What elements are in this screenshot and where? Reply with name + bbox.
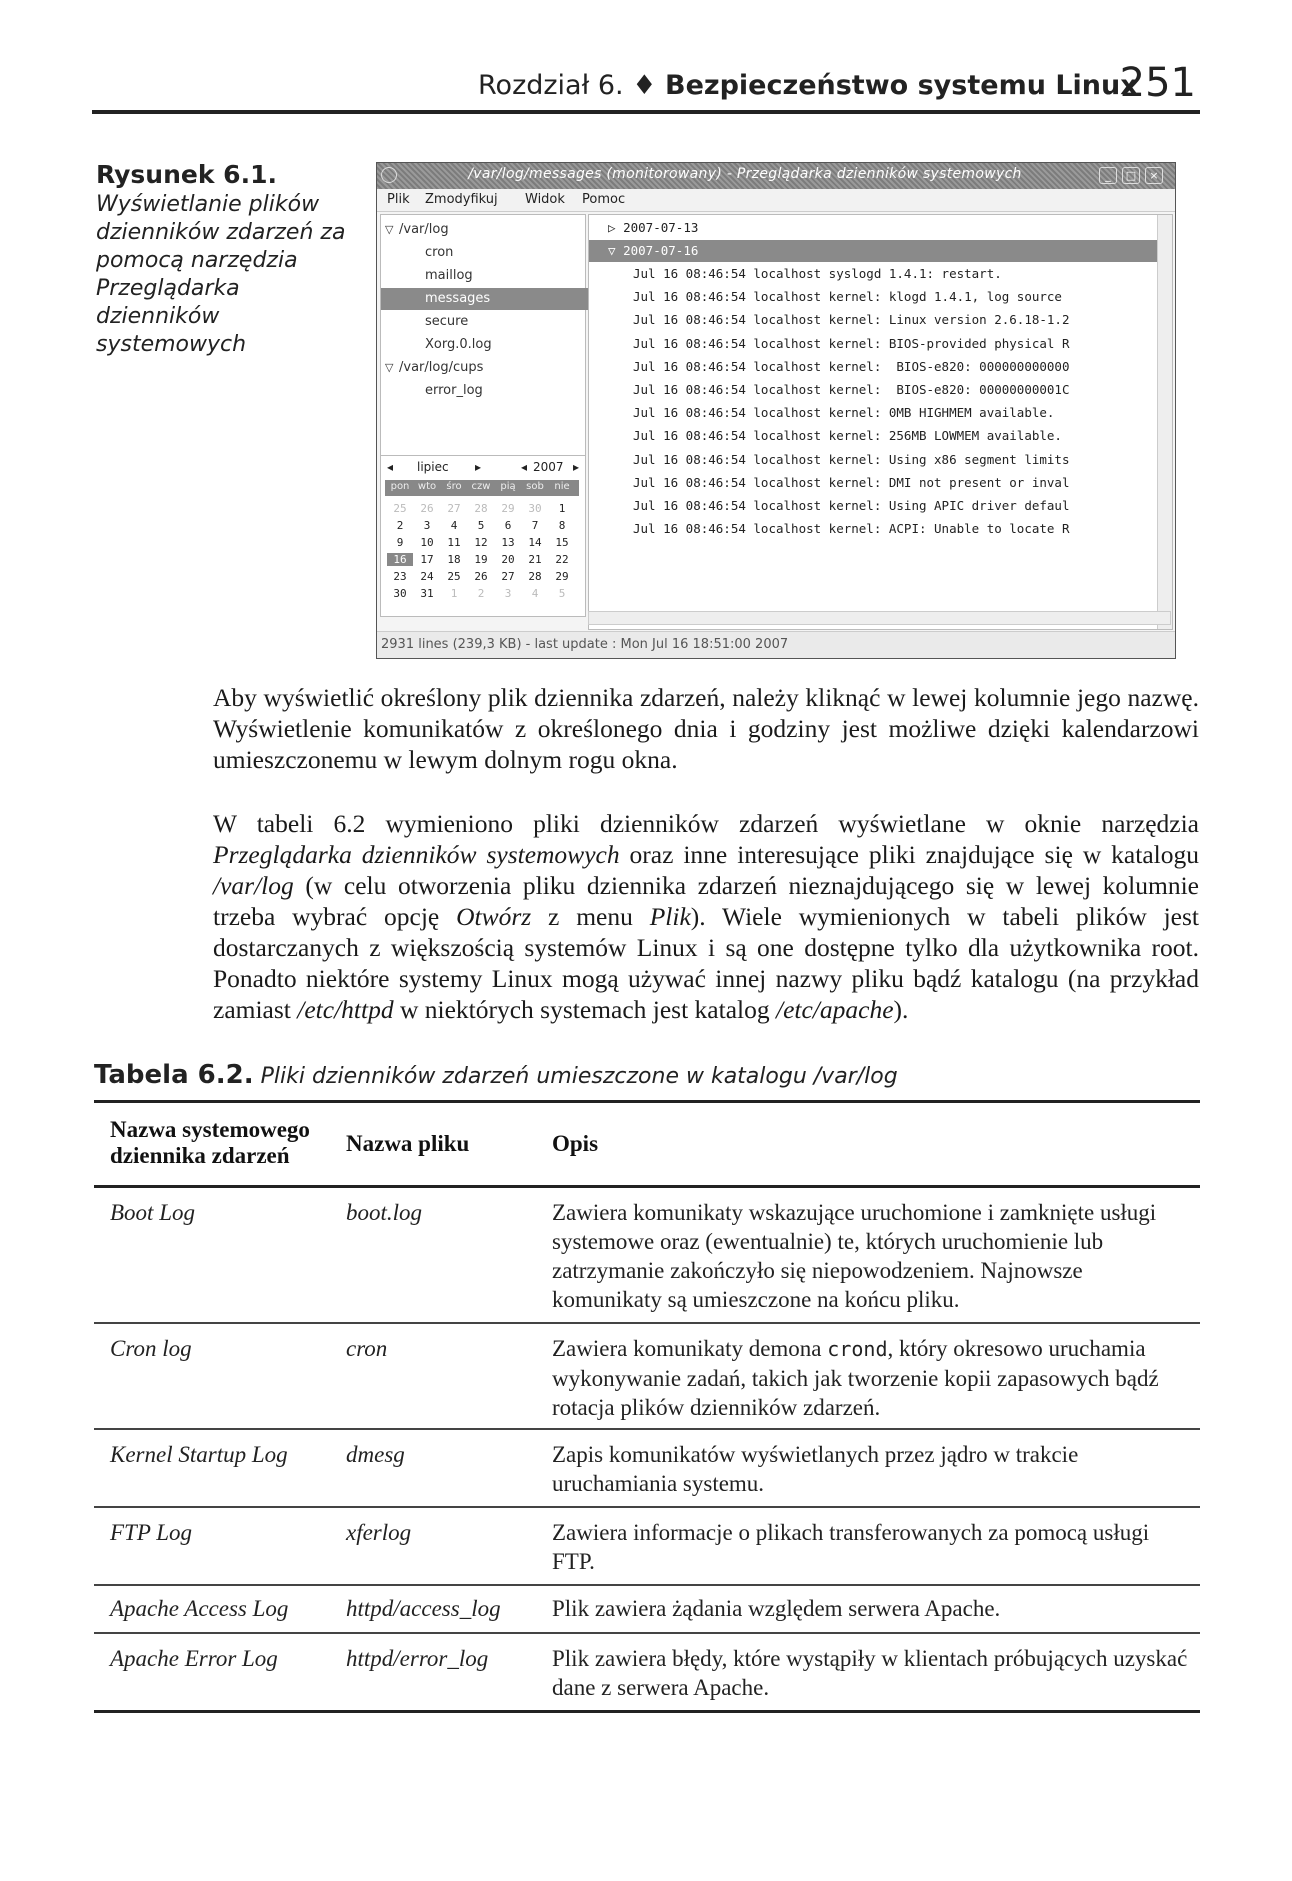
status-bar: 2931 lines (239,3 KB) - last update : Mon Jul 16 18:51:00 2007 [377, 631, 1175, 658]
prev-month-icon[interactable]: ◂ [387, 460, 394, 474]
calendar-day[interactable]: 26 [420, 502, 434, 515]
calendar-day[interactable]: 2 [477, 587, 485, 600]
cell-description: Zapis komunikatów wyświetlanych przez jądro w trakcie uruchamiania systemu. [552, 1442, 1079, 1496]
calendar-day[interactable]: 27 [501, 570, 515, 583]
menu-view[interactable]: Widok [525, 192, 565, 207]
maximize-icon[interactable]: □ [1122, 167, 1140, 184]
table-row [94, 1586, 1200, 1634]
calendar-day[interactable]: 4 [450, 519, 458, 532]
calendar-day[interactable]: 5 [558, 587, 566, 600]
calendar-day[interactable]: 10 [420, 536, 434, 549]
close-icon[interactable]: × [1145, 167, 1163, 184]
menu-file[interactable]: Plik [387, 192, 410, 207]
cell-file-name: httpd/error_log [346, 1646, 489, 1671]
expand-triangle-icon[interactable]: ▽ [385, 361, 394, 374]
calendar-day[interactable]: 17 [420, 553, 434, 566]
table-row [94, 1430, 1200, 1508]
next-month-icon[interactable]: ▸ [475, 460, 482, 474]
calendar-day[interactable]: 26 [474, 570, 488, 583]
calendar-weekday: wto [417, 481, 437, 492]
log-line[interactable]: Jul 16 08:46:54 localhost kernel: ACPI: Unable to locate R [633, 521, 1070, 537]
calendar-day[interactable]: 2 [396, 519, 404, 532]
log-line[interactable]: Jul 16 08:46:54 localhost kernel: DMI not present or inval [633, 474, 1070, 490]
calendar-day[interactable]: 15 [555, 536, 569, 549]
calendar-weekday: pią [500, 481, 516, 492]
cell-log-name: Kernel Startup Log [110, 1442, 288, 1467]
log-line[interactable]: Jul 16 08:46:54 localhost kernel: 0MB HIGHMEM available. [633, 405, 1055, 421]
calendar-weekday: śro [446, 481, 462, 492]
cell-file-name: cron [346, 1336, 388, 1361]
calendar-day[interactable]: 28 [474, 502, 488, 515]
cell-log-name: Apache Error Log [110, 1646, 278, 1671]
figure-caption [96, 160, 346, 359]
calendar-day[interactable]: 1 [558, 502, 566, 515]
cell-log-name: Apache Access Log [110, 1596, 289, 1621]
calendar-day[interactable]: 1 [450, 587, 458, 600]
cell-description: Zawiera informacje o plikach transferowanych za pomocą usługi FTP. [552, 1520, 1150, 1574]
log-date-group[interactable]: ▷ 2007-07-13 [593, 220, 699, 235]
cell-file-name: dmesg [346, 1442, 405, 1467]
calendar-day[interactable]: 28 [528, 570, 542, 583]
calendar-day-selected[interactable]: 16 [387, 553, 413, 566]
calendar-day[interactable]: 31 [420, 587, 434, 600]
page-number: 251 [1119, 60, 1196, 106]
table-row [94, 1188, 1200, 1324]
window-title: /var/log/messages (monitorowany) - Przeglądarka dzienników systemowych [468, 166, 1022, 182]
calendar-weekday: czw [471, 481, 491, 492]
expand-triangle-icon[interactable]: ▽ [385, 223, 394, 236]
header-log-name: Nazwa systemowego dziennika zdarzeń [110, 1117, 310, 1168]
log-files-table [94, 1100, 1200, 1713]
log-line[interactable]: Jul 16 08:46:54 localhost syslogd 1.4.1: restart. [633, 266, 1002, 281]
cell-file-name: boot.log [346, 1200, 423, 1225]
calendar-day[interactable]: 18 [447, 553, 461, 566]
calendar-day[interactable]: 9 [396, 536, 404, 549]
log-line[interactable]: Jul 16 08:46:54 localhost kernel: BIOS-provided physical R [633, 335, 1070, 351]
calendar-month: lipiec [417, 460, 449, 474]
menu-help[interactable]: Pomoc [582, 192, 626, 207]
calendar-day[interactable]: 25 [447, 570, 461, 583]
calendar-weekday: sob [526, 481, 544, 492]
tree-item-xorg-log[interactable]: Xorg.0.log [425, 337, 492, 352]
tree-item-cron[interactable]: cron [425, 245, 454, 260]
calendar-weekday: nie [554, 481, 570, 492]
figure-caption-text: Wyświetlanie plików dzienników zdarzeń za pomocą narzędzia Przeglądarka dzienników systemowych [96, 192, 346, 357]
calendar-day[interactable]: 8 [558, 519, 566, 532]
calendar-weekday-header [385, 480, 579, 496]
tree-item-error-log[interactable]: error_log [425, 383, 483, 398]
cell-file-name: xferlog [346, 1520, 412, 1545]
cell-log-name: FTP Log [110, 1520, 193, 1545]
log-line[interactable]: Jul 16 08:46:54 localhost kernel: BIOS-e820: 000000000000 [633, 358, 1070, 374]
calendar-day[interactable]: 25 [393, 502, 407, 515]
calendar-day[interactable]: 6 [504, 519, 512, 532]
prev-year-icon[interactable]: ◂ [521, 460, 528, 474]
table-header-row [94, 1103, 1200, 1188]
table-row [94, 1508, 1200, 1586]
vertical-scrollbar[interactable] [1157, 215, 1172, 629]
table-caption: Tabela 6.2. Pliki dzienników zdarzeń umieszczone w katalogu /var/log [94, 1060, 898, 1090]
chapter-title: Rozdział 6. ♦ Bezpieczeństwo systemu Linux [478, 70, 1138, 101]
horizontal-scrollbar[interactable] [588, 611, 1171, 625]
cell-description: Plik zawiera błędy, które wystąpiły w klientach próbujących uzyskać dane z serwera Apache. [552, 1646, 1188, 1700]
menu-bar [377, 189, 1175, 212]
calendar-day[interactable]: 11 [447, 536, 461, 549]
calendar-day[interactable]: 5 [477, 519, 485, 532]
calendar-day[interactable]: 23 [393, 570, 407, 583]
calendar-day[interactable]: 29 [555, 570, 569, 583]
calendar-day[interactable]: 12 [474, 536, 488, 549]
running-header [92, 60, 1200, 114]
calendar-day[interactable]: 27 [447, 502, 461, 515]
window-titlebar [377, 163, 1175, 189]
calendar-day[interactable]: 29 [501, 502, 515, 515]
log-line[interactable]: Jul 16 08:46:54 localhost kernel: Linux version 2.6.18-1.2 [633, 312, 1070, 328]
calendar-day[interactable]: 21 [528, 553, 542, 566]
log-line[interactable]: Jul 16 08:46:54 localhost kernel: Using APIC driver defaul [633, 498, 1070, 513]
cell-description: Plik zawiera żądania względem serwera Apache. [552, 1596, 1001, 1621]
cell-file-name: httpd/access_log [346, 1596, 501, 1621]
figure-number: Rysunek 6.1. [96, 160, 277, 189]
menu-edit[interactable]: Zmodyfikuj [425, 192, 498, 207]
log-date-group-selected[interactable]: ▽ 2007-07-16 [589, 240, 1163, 262]
table-row [94, 1634, 1200, 1710]
tree-item-secure[interactable]: secure [425, 314, 469, 329]
calendar-year: 2007 [533, 460, 564, 474]
log-file-tree [380, 214, 586, 466]
log-message-list [588, 214, 1173, 630]
log-line[interactable]: Jul 16 08:46:54 localhost kernel: BIOS-e820: 00000000001C [633, 382, 1070, 397]
header-description: Opis [552, 1131, 599, 1156]
calendar [380, 455, 586, 617]
table-row [94, 1324, 1200, 1430]
log-line[interactable]: Jul 16 08:46:54 localhost kernel: 256MB LOWMEM available. [633, 428, 1062, 444]
calendar-day[interactable]: 24 [420, 570, 434, 583]
cell-description: Zawiera komunikaty wskazujące uruchomione i zamknięte usługi systemowe oraz (ewentualnie) te, których uruchomienie lub zatrzymanie zakończyło się niepowodzeniem. Najnowsze komunikaty są umieszczone na końcu pliku. [552, 1200, 1157, 1312]
paragraph-1: Aby wyświetlić określony plik dziennika zdarzeń, należy kliknąć w lewej kolumnie jego nazwę. Wyświetlenie komunikatów z określonego dnia i godziny jest możliwe dzięki kalendarzowi umieszczonemu w lewym dolnym rogu okna. [213, 683, 1199, 774]
next-year-icon[interactable]: ▸ [573, 460, 580, 474]
tree-item-maillog[interactable]: maillog [425, 268, 473, 283]
log-line[interactable]: Jul 16 08:46:54 localhost kernel: Using x86 segment limits [633, 451, 1070, 467]
calendar-day[interactable]: 14 [528, 536, 542, 549]
calendar-day[interactable]: 4 [531, 587, 539, 600]
calendar-weekday: pon [390, 481, 410, 492]
calendar-day[interactable]: 30 [528, 502, 542, 515]
cell-description: Zawiera komunikaty demona crond, który okresowo uruchamia wykonywanie zadań, takich jak tworzenie kopii zapasowych bądź rotacja plików dzienników zdarzeń. [552, 1336, 1159, 1420]
calendar-day[interactable]: 3 [504, 587, 512, 600]
tree-item-var-log-cups[interactable]: ▽ /var/log/cups [381, 357, 585, 379]
calendar-day[interactable]: 3 [423, 519, 431, 532]
cell-log-name: Boot Log [110, 1200, 195, 1225]
minimize-icon[interactable]: _ [1099, 167, 1117, 184]
paragraph-2: W tabeli 6.2 wymieniono pliki dzienników zdarzeń wyświetlane w oknie narzędzia Przeglądarka dzienników systemowych oraz inne interesujące pliki znajdujące się w katalogu /var/log (w celu otworzenia pliku dziennika zdarzeń nieznajdującego się w lewej kolumnie trzeba wybrać opcję Otwórz z menu Plik). Wiele wymienionych w tabeli plików jest dostarczanych z większością systemów Linux i są one dostępne tylko dla użytkownika root. Ponadto niektóre systemy Linux mogą używać innej nazwy pliku bądź katalogu (na przykład zamiast /etc/httpd w niektórych systemach jest katalog /etc/apache). [213, 809, 1199, 1024]
calendar-day[interactable]: 30 [393, 587, 407, 600]
tree-item-var-log[interactable]: ▽ /var/log [381, 219, 585, 241]
tree-item-messages[interactable]: messages [381, 288, 629, 310]
header-file-name: Nazwa pliku [346, 1131, 470, 1156]
calendar-day[interactable]: 13 [501, 536, 515, 549]
calendar-day[interactable]: 22 [555, 553, 569, 566]
calendar-day[interactable]: 7 [531, 519, 539, 532]
calendar-day[interactable]: 20 [501, 553, 515, 566]
calendar-day[interactable]: 19 [474, 553, 488, 566]
log-line[interactable]: Jul 16 08:46:54 localhost kernel: klogd 1.4.1, log source [633, 289, 1062, 305]
window-menu-icon[interactable] [381, 167, 397, 183]
cell-log-name: Cron log [110, 1336, 192, 1361]
log-viewer-window [376, 162, 1176, 659]
